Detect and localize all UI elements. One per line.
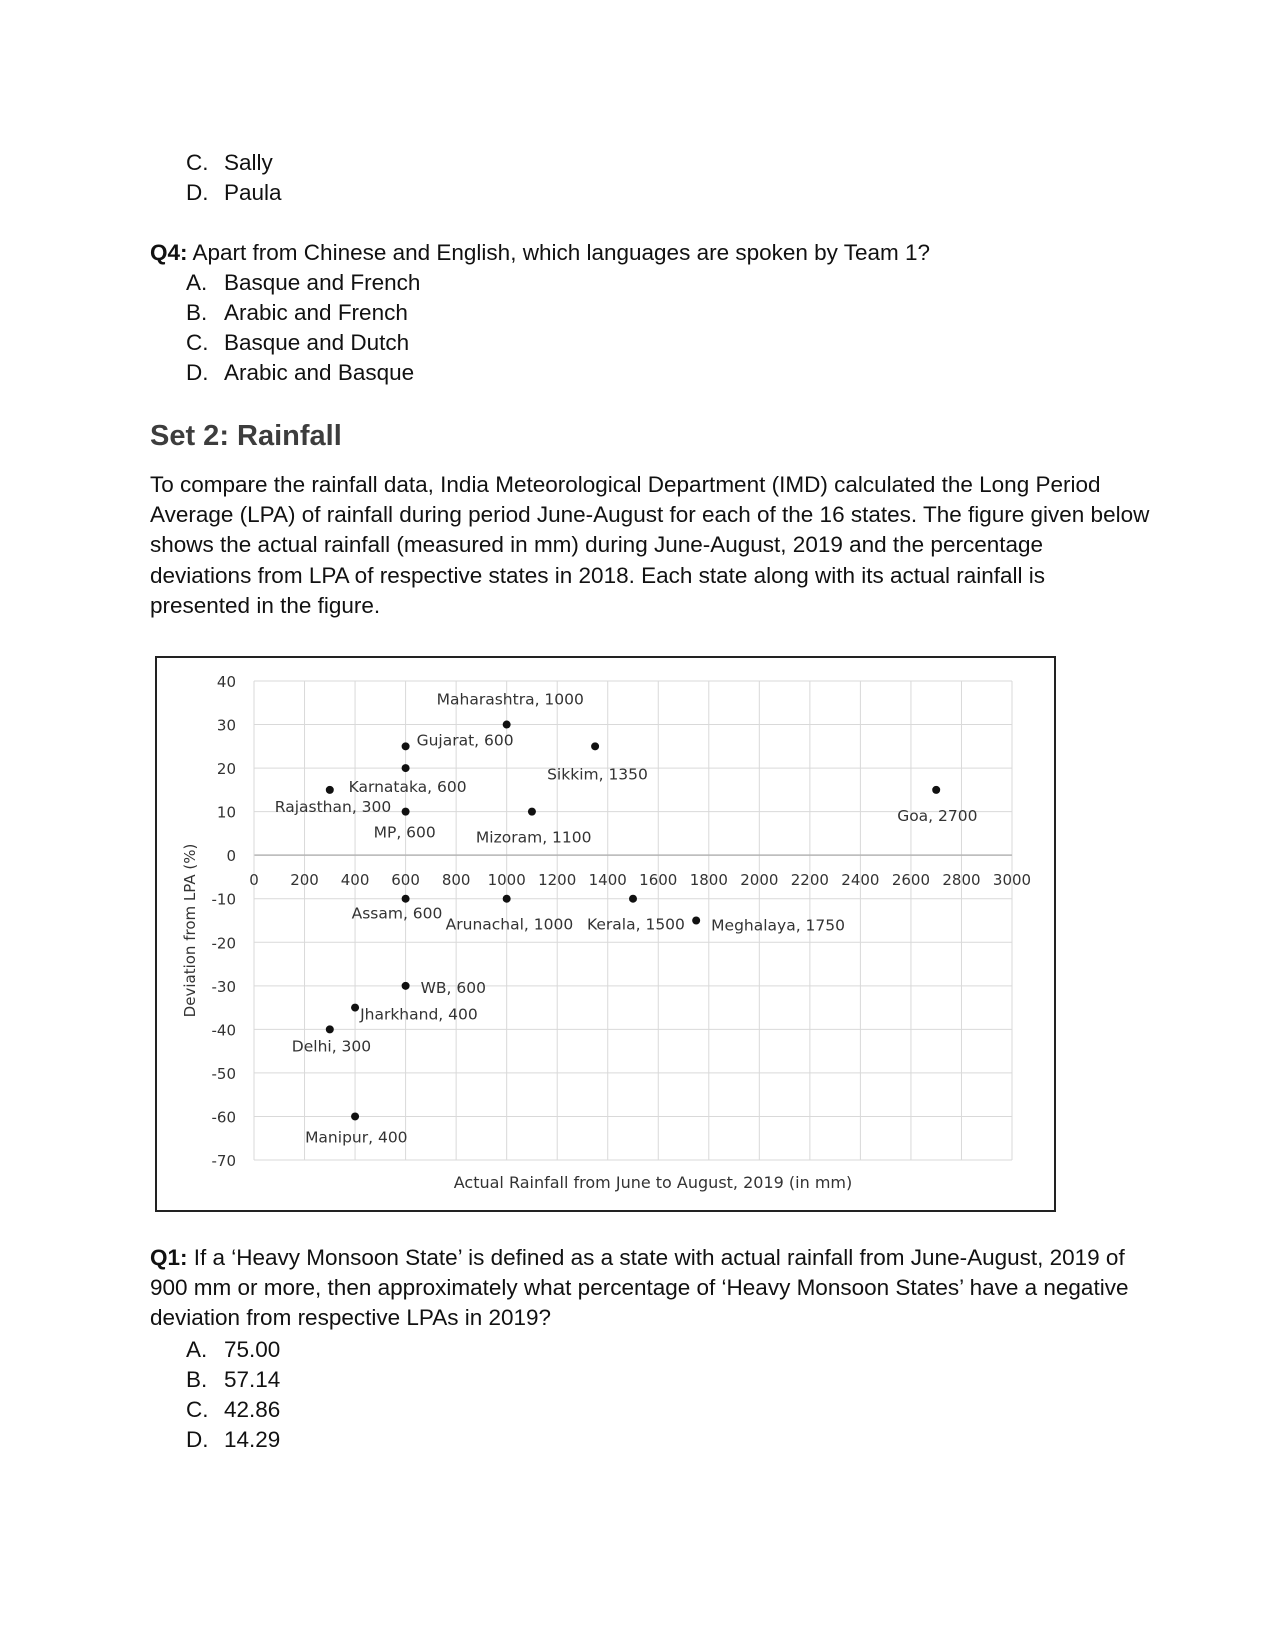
data-label: Gujarat, 600 (416, 731, 514, 750)
data-label: Assam, 600 (351, 904, 443, 923)
question-1-options (186, 1335, 280, 1455)
question-text: If a ‘Heavy Monsoon State’ is defined as a state with actual rainfall from June-August, 2019 of 900 mm or more, then approximately what percentage of ‘Heavy Monsoon States’ have a negative deviation from respective LPAs in 2019? (150, 1245, 1129, 1330)
data-label: WB, 600 (420, 978, 487, 997)
data-label: Rajasthan, 300 (274, 797, 392, 816)
x-tick-label: 3000 (992, 871, 1032, 890)
y-tick-label: -10 (211, 890, 236, 909)
x-tick-label: 0 (249, 871, 259, 890)
option-a: A. Basque and French (186, 270, 421, 295)
y-axis-title: Deviation from LPA (%) (181, 843, 199, 1018)
y-tick-label: 30 (216, 716, 236, 735)
x-tick-label: 1200 (538, 871, 577, 890)
option-b: B. 57.14 (186, 1367, 281, 1392)
x-tick-label: 2600 (891, 871, 931, 890)
x-tick-label: 2200 (790, 871, 829, 890)
section-heading: Set 2: Rainfall (150, 420, 342, 452)
option-c: C. Sally (186, 150, 273, 175)
data-point (932, 786, 940, 794)
y-tick-label: -20 (211, 934, 236, 953)
y-tick-label: 0 (226, 847, 236, 866)
previous-question-options (186, 148, 282, 208)
data-point (503, 895, 511, 903)
data-point (402, 895, 410, 903)
y-tick-label: -40 (211, 1021, 236, 1040)
x-tick-label: 2000 (740, 871, 779, 890)
question-4 (150, 238, 930, 268)
data-point (528, 808, 536, 816)
data-label: Mizoram, 1100 (475, 828, 592, 847)
x-tick-label: 1000 (487, 871, 526, 890)
data-label: Maharashtra, 1000 (436, 690, 584, 709)
data-label: Meghalaya, 1750 (711, 916, 846, 935)
option-a: A. 75.00 (186, 1337, 281, 1362)
data-point (402, 742, 410, 750)
option-d: D. 14.29 (186, 1427, 281, 1452)
data-label: Kerala, 1500 (587, 915, 685, 934)
y-tick-label: -70 (211, 1152, 236, 1170)
question-text: Apart from Chinese and English, which languages are spoken by Team 1? (187, 240, 931, 265)
x-tick-label: 2800 (942, 871, 981, 890)
data-point (629, 895, 637, 903)
data-point (326, 786, 334, 794)
x-tick-label: 1600 (639, 871, 678, 890)
y-tick-label: -50 (211, 1064, 236, 1083)
question-label: Q4: (150, 240, 188, 265)
rainfall-scatter-chart (155, 656, 1056, 1212)
data-point (402, 808, 410, 816)
y-tick-label: -60 (211, 1108, 236, 1127)
option-d: D. Arabic and Basque (186, 360, 415, 385)
x-tick-label: 1400 (588, 871, 627, 890)
data-label: Jharkhand, 400 (360, 1005, 478, 1024)
y-tick-label: 40 (216, 673, 236, 691)
data-label: Karnataka, 600 (348, 778, 467, 797)
question-1 (150, 1243, 1150, 1333)
option-c: C. 42.86 (186, 1397, 281, 1422)
data-label: Goa, 2700 (897, 806, 978, 825)
x-tick-label: 1800 (689, 871, 728, 890)
y-tick-label: 10 (216, 803, 236, 822)
data-point (326, 1025, 334, 1033)
data-label: MP, 600 (373, 823, 436, 842)
option-c: C. Basque and Dutch (186, 330, 410, 355)
x-tick-label: 200 (290, 871, 319, 890)
data-label: Sikkim, 1350 (547, 765, 648, 784)
data-label: Arunachal, 1000 (445, 915, 574, 934)
data-point (402, 982, 410, 990)
option-d: D. Paula (186, 180, 282, 205)
option-b: B. Arabic and French (186, 300, 408, 325)
data-point (503, 721, 511, 729)
y-tick-label: 20 (216, 760, 236, 779)
data-label: Delhi, 300 (291, 1037, 372, 1056)
question-label: Q1: (150, 1245, 188, 1270)
data-point (351, 1004, 359, 1012)
y-tick-label: -30 (211, 977, 236, 996)
question-4-options (186, 268, 420, 388)
x-tick-label: 2400 (841, 871, 880, 890)
x-tick-label: 800 (441, 871, 471, 890)
data-point (351, 1112, 359, 1120)
intro-paragraph: To compare the rainfall data, India Meteorological Department (IMD) calculated the Long Period Average (LPA) of rainfall during period June-August for each of the 16 states. The figure given below shows the actual rainfall (measured in mm) during June-August, 2019 and the percentage deviations from LPA of respective states in 2018. Each state along with its actual rainfall is presented in the figure. (150, 472, 1150, 618)
data-point (692, 917, 700, 925)
data-label: Manipur, 400 (305, 1128, 408, 1147)
x-tick-label: 400 (340, 871, 370, 890)
data-point (402, 764, 410, 772)
data-point (591, 742, 599, 750)
x-tick-label: 600 (391, 871, 420, 890)
x-axis-title: Actual Rainfall from June to August, 2019 (in mm) (453, 1173, 853, 1192)
